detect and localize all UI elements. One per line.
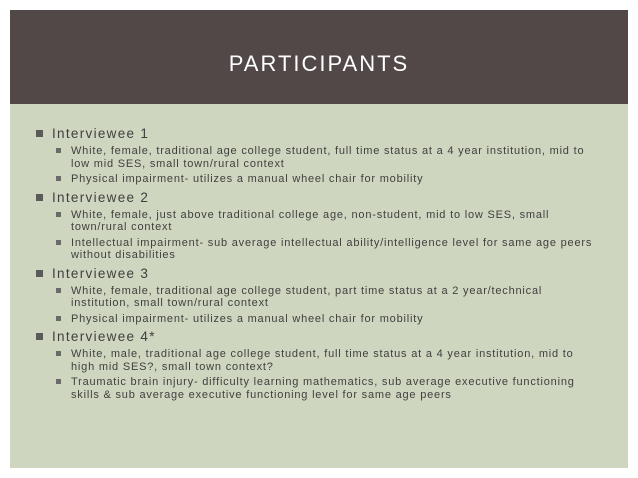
section-heading-text: Interviewee 1 [52, 126, 150, 141]
list-item [34, 145, 600, 170]
list-item-text: Physical impairment- utilizes a manual wheel chair for mobility [71, 312, 424, 325]
list-item-text: White, female, traditional age college student, part time status at a 2 year/technical institution, small town/rural context [71, 284, 543, 309]
list-item [34, 376, 600, 401]
square-bullet-icon [56, 316, 61, 321]
title-band [10, 10, 628, 104]
square-bullet-icon [56, 212, 61, 217]
list-item-text: Intellectual impairment- sub average intellectual ability/intelligence level for same age peers without disabilities [71, 236, 593, 261]
list-item [34, 313, 600, 326]
list-item-text: Traumatic brain injury- difficulty learning mathematics, sub average executive functioning skills & sub average executive functioning level for same age peers [71, 376, 575, 401]
list-item [34, 209, 600, 234]
section-heading-interviewee-2 [34, 189, 600, 207]
section-heading-interviewee-1 [34, 125, 600, 143]
list-item-text: White, male, traditional age college student, full time status at a 4 year institution, mid to high mid SES?, small town context? [71, 348, 574, 373]
list-item [34, 285, 600, 310]
section-heading-interviewee-4 [34, 328, 600, 346]
square-bullet-icon [56, 288, 61, 293]
square-bullet-icon [36, 130, 43, 137]
square-bullet-icon [36, 194, 43, 201]
list-item [34, 348, 600, 373]
section-heading-text: Interviewee 4* [52, 329, 156, 344]
slide [10, 10, 628, 468]
square-bullet-icon [56, 351, 61, 356]
square-bullet-icon [56, 148, 61, 153]
list-item-text: White, female, traditional age college student, full time status at a 4 year institution, mid to low mid SES, small town/rural context [71, 145, 585, 170]
square-bullet-icon [36, 333, 43, 340]
square-bullet-icon [56, 379, 61, 384]
square-bullet-icon [56, 176, 61, 181]
section-heading-text: Interviewee 3 [52, 265, 150, 281]
list-item-text: White, female, just above traditional college age, non-student, mid to low SES, small town/rural context [71, 208, 550, 233]
list-item-text: Physical impairment- utilizes a manual wheel chair for mobility [71, 173, 424, 185]
square-bullet-icon [36, 270, 43, 277]
square-bullet-icon [56, 240, 61, 245]
bullet-list [34, 122, 600, 404]
slide-title: PARTICIPANTS [228, 51, 410, 76]
list-item [34, 173, 600, 186]
section-heading-text: Interviewee 2 [52, 189, 150, 205]
list-item [34, 237, 600, 262]
section-heading-interviewee-3 [34, 265, 600, 283]
